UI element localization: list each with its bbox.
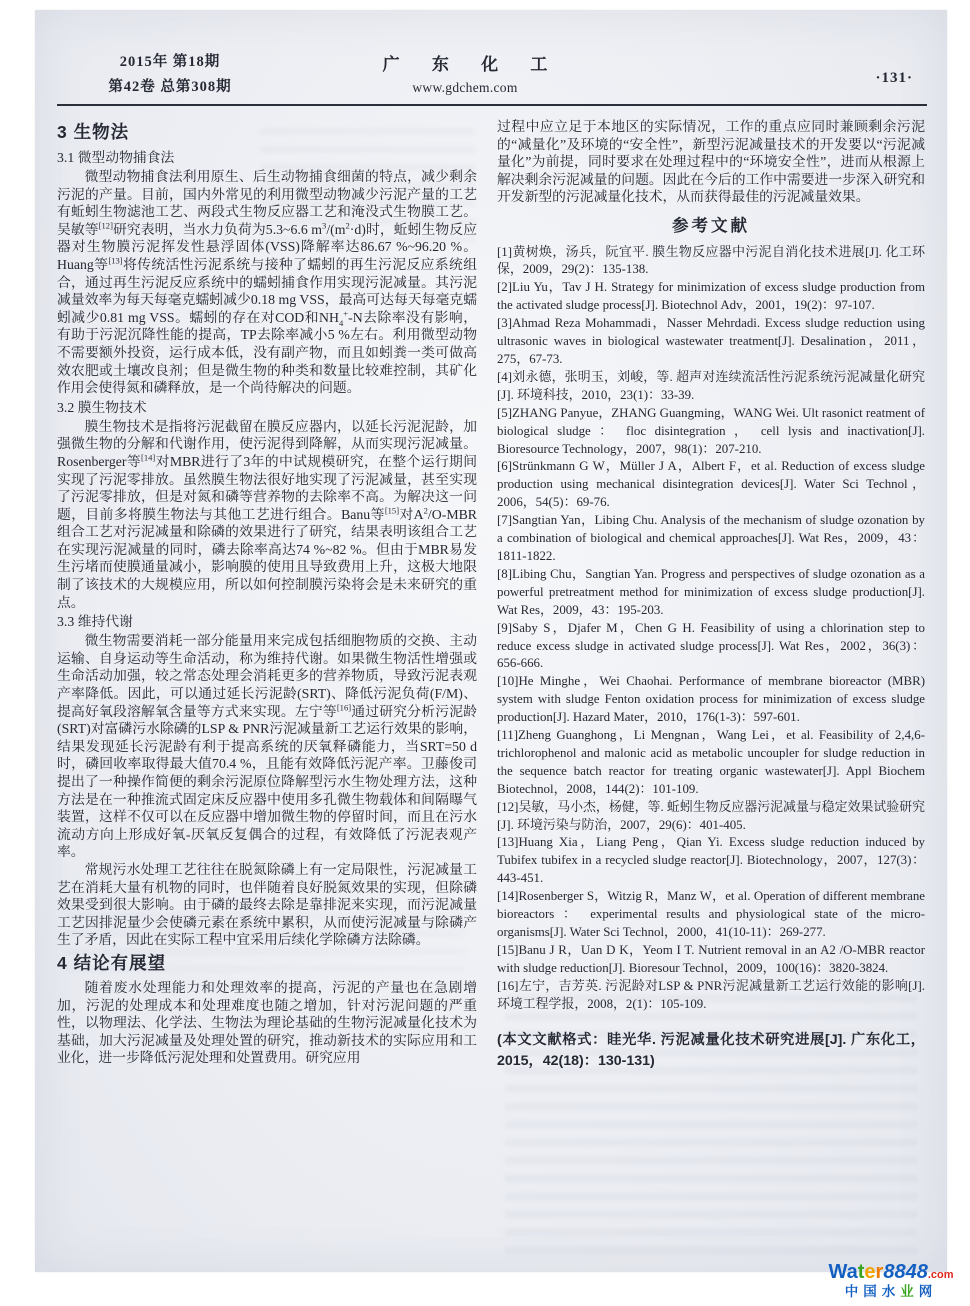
reference-item: [12]吴敏，马小杰，杨健，等. 蚯蚓生物反应器污泥减量与稳定效果试验研究[J]. 环境污染与防治，2007，29(6)：401-405. — [497, 799, 925, 832]
paragraph-micro-animal-predation: 微型动物捕食法利用原生、后生动物捕食细菌的特点，减少剩余污泥的产量。目前，国内外常见的利用微型动物减少污泥产量的工艺有蚯蚓生物滤池工艺、两段式生物反应器工艺和淹没式生物膜工艺。吴敏等[12]研究表明，当水力负荷为5.3~6.6 $m^3/(m^2\cdot d)$时，蚯蚓生物反应器对生物膜污泥挥发性悬浮固体(VSS)降解率达86.67 %~96.20 %。Huang等[13]将传统活性污泥系统与接种了蠕蚓的再生污泥反应系统组合，通过再生污泥反应系统中的蠕蚓捕食作用实现污泥减量。其污泥减量效率为每天每毫克蠕蚓减少0.18 mg VSS，最高可达每天每毫克蠕蚓减少0.81 mg VSS。蠕蚓的存在对COD和$NH_4^+-N$去除率没有影响，有助于污泥沉降性能的提高，TP去除率减小5 %左右。利用微型动物不需要额外投资，运行成本低，没有副产物，而且如蚓粪一类可做高效农肥或土壤改良剂；但是微生物的种类和数量比较难控制，其矿化作用会使得氮和磷释放，是一个尚待解决的问题。 — [57, 169, 478, 396]
paragraph-maintenance-metabolism: 微生物需要消耗一部分能量用来完成包括细胞物质的交换、主动运输、自身运动等生命活动，称为维持代谢。如果微生物活性增强或生命活动加强，较之常态处理会消耗更多的营养物质，导致污泥表观产率降低。因此，可以通过延长污泥龄(SRT)、降低污泥负荷(F/M)、提高好氧段溶解氧含量等方式来实现。左宁等[16]通过研究分析污泥龄(SRT)对富磷污水除磷的LSP & PNR污泥减量新工艺运行效果的影响，结果发现延长污泥龄有利于提高系统的厌氧释磷能力，当SRT=50 d时，磷回收率取得最大值70.4 %，且能有效降低污泥产率。卫藤俊司提出了一种操作简便的剩余污泥原位降解型污水生物处理方法，这种方法是在一种推流式固定床反应器中使用多孔微生物载体和间隔曝气装置，这样不仅可以在反应器中增加微生物的停留时间，而且在污水流动方向上形成好氧-厌氧反复偶合的过程，有效降低了污泥表观产率。 — [57, 633, 477, 860]
paragraph-phosphorus-limitation: 常规污水处理工艺往往在脱氮除磷上有一定局限性，污泥减量工艺在消耗大量有机物的同时，也伴随着良好脱氮效果的实现，但除磷效果受到很大影响。由于磷的最终去除是靠排泥来实现，而污泥减量工艺因排泥量少会使磷元素在系统中累积，从而使污泥减量与除磷产生了矛盾，因此在实际工程中宜采用后续化学除磷方法除磷。 — [57, 861, 477, 948]
journal-website: www.gdchem.com — [412, 80, 518, 95]
water8848-watermark — [816, 1261, 966, 1300]
section-4-heading: 4 结论有展望 — [57, 952, 167, 973]
reference-item: [14]Rosenberger S，Witzig R，Manz W，et al. Operation of different membrane bioreactors ： experimental results and physiological state of the micro-organisms[J]. Water Sci Technol，2000，41(10-11)：269-277. — [497, 889, 925, 939]
section-3-heading: 3 生物法 — [57, 122, 130, 142]
issue-line-volume: 第42卷 总第308期 — [108, 79, 232, 95]
paragraph-membrane-bio-technology: 膜生物技术是指将污泥截留在膜反应器内，以延长污泥泥龄，加强微生物的分解和代谢作用，使污泥得到降解，从而实现污泥减量。Rosenberger等[14]对MBR进行了3年的中试规模研究，在整个运行期间实现了污泥零排放。虽然膜生物法很好地实现了污泥减量，甚至实现了污泥零排放，但是对氮和磷等营养物的去除率不高。为解决这一问题，目前多将膜生物法与其他工艺进行组合。Banu等[15]对$A^2/O$-MBR组合工艺对污泥减量和除磷的效果进行了研究，结果表明该组合工艺在实现污泥减量的同时，磷去除率高达74 %~82 %。但由于MBR易发生污堵而使膜通量减小，影响膜的使用且导致费用上升，这极大地限制了该技术的大规模应用，所以如何控制膜污染将会是未来研究的重点。 — [57, 418, 477, 610]
section-3-2-heading: 3.2 膜生物技术 — [57, 399, 147, 415]
reference-item: [5]ZHANG Panyue，ZHANG Guangming，WANG Wei. Ult rasonict reatment of biological sludge ： floc disintegration ， cell lysis and inactivation[J]. Bioresource Technology，2007，98(1)：207-210. — [497, 405, 925, 456]
reference-item: [8]Libing Chu，Sangtian Yan. Progress and perspectives of sludge ozonation as a powerful pretreatment method for minimization of excess sludge production[J]. Wat Res，2009，43：195-203. — [497, 566, 925, 617]
paragraph-conclusion-continued: 过程中应立足于本地区的实际情况，工作的重点应同时兼顾剩余污泥的“减量化”及环境的“安全性”，新型污泥减量技术的开发要以“污泥减量化”为前提，同时要求在处理过程中的“环境安全性”，进而从根源上解决剩余污泥减量的问题。因此在今后的工作中需要进一步深入研究和开发新型的污泥减量化技术，从而获得最佳的污泥减量效果。 — [497, 119, 925, 205]
water8848-logo: Water8848.com — [828, 1261, 954, 1284]
reference-item: [7]Sangtian Yan，Libing Chu. Analysis of the mechanism of sludge ozonation by a combination of biological and chemical approaches[J]. Wat Res，2009，43：1811-1822. — [497, 513, 925, 563]
reference-item: [10]He Minghe，Wei Chaohai. Performance of membrane bioreactor (MBR) system with sludge Fenton oxidation process for minimization of excess sludge production[J]. Hazard Mater，2010，176(1-3)：597-601. — [497, 674, 925, 725]
reference-item: [16]左宁，吉芳英. 污泥龄对LSP & PNR污泥减量新工艺运行效能的影响[J]. 环境工程学报，2008，2(1)：105-109. — [497, 978, 925, 1011]
reference-item: [15]Banu J R，Uan D K，Yeom I T. Nutrient removal in an A2 /O-MBR reactor with sludge reduction[J]. Bioresour Technol，2009，100(16)：3820-3824. — [497, 942, 925, 975]
section-3-3-heading: 3.3 维持代谢 — [57, 614, 133, 630]
reference-item: [4]刘永德，张明玉，刘峻，等. 超声对连续流活性污泥系统污泥减量化研究[J]. 环境科技，2010，23(1)：33-39. — [497, 369, 925, 402]
paragraph-conclusion: 随着废水处理能力和处理效率的提高，污泥的产量也在急剧增加，污泥的处理成本和处理难度也随之增加，针对污泥问题的严重性，以物理法、化学法、生物法为理论基础的生物污泥减量化技术为基础，加大污泥减量及处理处置的研究，推动新技术的实际应用和工业化，进一步降低污泥处理和处置费用。研究应用 — [57, 979, 477, 1066]
reference-item: [1]黄树焕，汤兵，阮宜平. 膜生物反应器中污泥自消化技术进展[J]. 化工环保，2009，29(2)：135-138. — [497, 244, 925, 277]
reference-item: [11]Zheng Guanghong，Li Mengnan，Wang Lei，et al. Feasibility of 2,4,6-trichlorophenol and malonic acid as metabolic uncoupler for sludge reduction in the sequence batch reactor for treating organic wastewater[J]. Appl Biochem Biotechnol，2008，144(2)：101-109. — [497, 728, 925, 796]
references-list — [497, 244, 925, 1014]
journal-title: 广 东 化 工 — [382, 55, 562, 74]
references-heading: 参考文献 — [672, 216, 750, 235]
citation-format-note: (本文文献格式：眭光华. 污泥减量化技术研究进展[J]. 广东化工，2015，42(18)：130-131) — [497, 1031, 925, 1069]
reference-item: [2]Liu Yu，Tav J H. Strategy for minimization of excess sludge production from the activated sludge process[J]. Biotechnol Adv，2001，19(2)：97-107. — [497, 280, 925, 313]
scanned-journal-page — [35, 10, 947, 1272]
journal-masthead — [215, 50, 715, 96]
left-column — [57, 118, 477, 1067]
issue-line-year: 2015年 第18期 — [119, 54, 221, 70]
page-number: ·131· — [875, 70, 913, 86]
reference-item: [6]Strünkmann G W，Müller J A，Albert F，et al. Reduction of excess sludge production using mechanical disintegration devices[J]. Water Sci Technol，2006，54(5)：69-76. — [497, 459, 925, 510]
header-divider — [57, 104, 927, 106]
right-column — [497, 118, 925, 1086]
china-water-net-label: 中国水业网 — [844, 1284, 938, 1300]
reference-item: [13]Huang Xia，Liang Peng，Qian Yi. Excess sludge reduction induced by Tubifex tubifex in a recycled sludge reactor[J]. Biotechnology，2007，127(3)：443-451. — [497, 835, 925, 886]
section-3-1-heading: 3.1 微型动物捕食法 — [57, 150, 175, 165]
reference-item: [9]Saby S，Djafer M，Chen G H. Feasibility of using a chlorination step to reduce excess sludge in activated sludge process[J]. Wat Res，2002，36(3)：656-666. — [497, 620, 925, 671]
reference-item: [3]Ahmad Reza Mohammadi，Nasser Mehrdadi. Excess sludge reduction using ultrasonic waves in biological wastewater treatment[J]. Desalination，2011，275，67-73. — [497, 316, 925, 366]
